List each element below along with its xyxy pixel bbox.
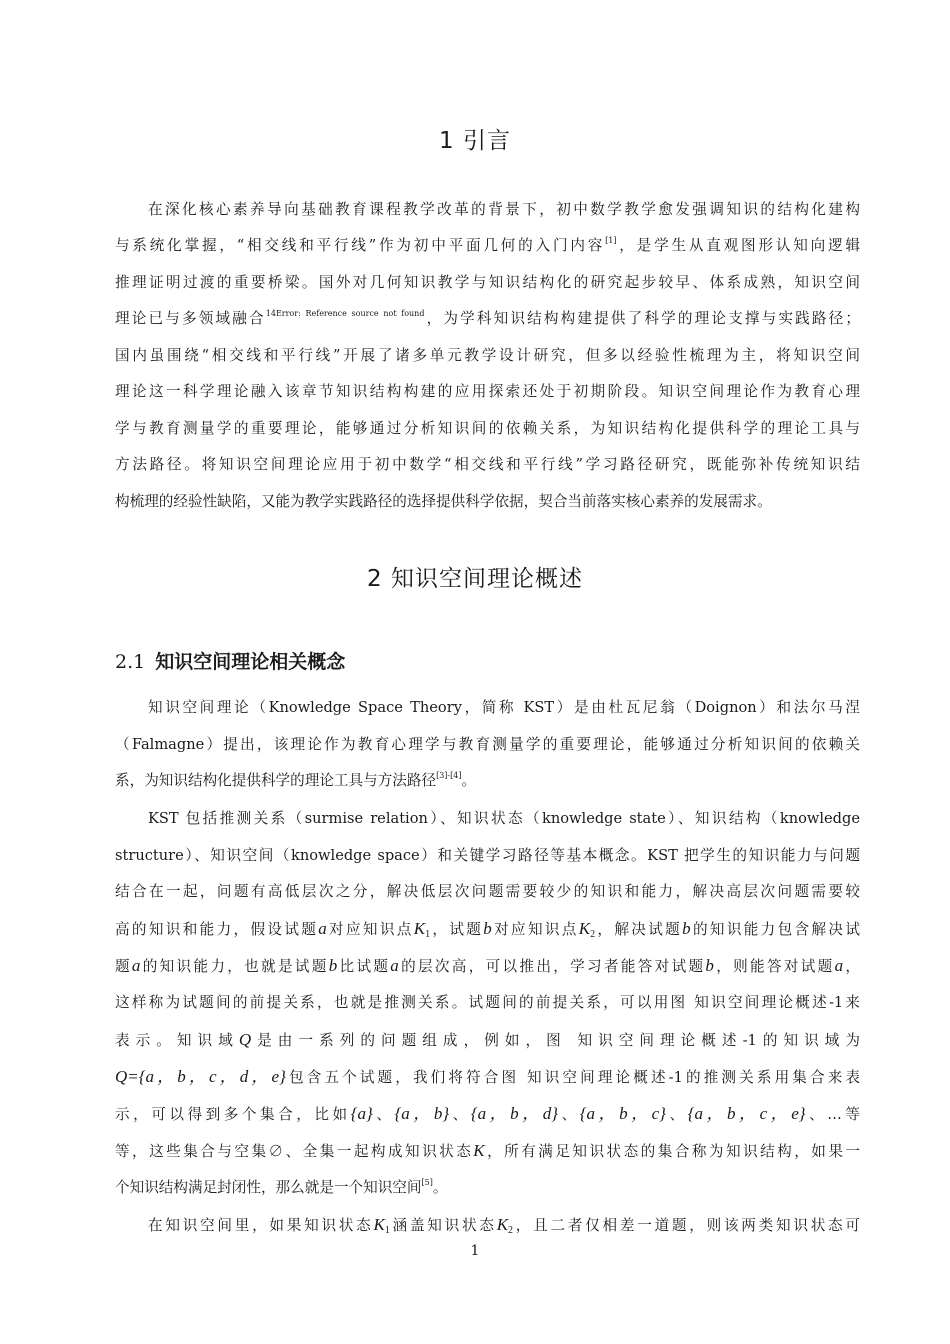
math-var: K1 (373, 1215, 390, 1236)
math-var: K2 (578, 919, 596, 940)
math-var: b (705, 956, 714, 975)
math-var: Q (238, 1030, 252, 1049)
math-var: a (318, 919, 327, 938)
math-set: {a，b，d} (470, 1104, 559, 1123)
math-var: K (473, 1141, 485, 1160)
text-line: 个知识结构满足封闭性，那么就是一个知识空间[5]。 (115, 1178, 448, 1196)
math-var: a (834, 956, 844, 975)
text-line: 与系统化掌握，“相交线和平行线”作为初中平面几何的入门内容[1]，是学生从直观图形认知向逻辑 (115, 236, 860, 254)
text-line: 题a的知识能力，也就是试题b比试题a的层次高，可以推出，学习者能答对试题b，则能答对试题a， (115, 956, 860, 975)
math-var: b (328, 956, 338, 975)
math-var: a (131, 956, 141, 975)
text-line: structure）、知识空间（knowledge space）和关键学习路径等基本概念。KST 把学生的知识能力与问题 (115, 847, 860, 864)
text-line: 系，为知识结构化提供科学的理论工具与方法路径[3]-[4]。 (115, 771, 477, 789)
math-var: K1 (413, 919, 431, 940)
text-line: Q={a，b，c，d，e}包含五个试题，我们将符合图 知识空间理论概述-1的推测关系用集合来表 (115, 1067, 861, 1086)
text-line: （Falmagne）提出，该理论作为教育心理学与教育测量学的重要理论，能够通过分析知识间的依赖关 (115, 736, 860, 753)
text-line: 示，可以得到多个集合，比如{a}、{a，b}、{a，b，d}、{a，b，c}、{a，b，c，e}、…等 (115, 1104, 860, 1123)
math-set: {a，b，c，e} (687, 1104, 806, 1123)
citation: [5] (421, 1178, 433, 1187)
text-line: 等，这些集合与空集∅、全集一起构成知识状态K，所有满足知识状态的集合称为知识结构，如果一 (115, 1141, 860, 1160)
math-var: a (390, 956, 399, 975)
math-set: Q={a，b，c，d，e} (115, 1067, 286, 1086)
text-line: 在知识空间里，如果知识状态K1涵盖知识状态K2，且二者仅相差一道题，则该两类知识状态可 (148, 1215, 860, 1236)
math-var: b (682, 919, 691, 938)
text-line: 推理证明过渡的重要桥梁。国外对几何知识教学与知识结构化的研究起步较早、体系成熟，知识空间 (115, 274, 860, 291)
math-var: K2 (496, 1215, 514, 1236)
text-line: 理论已与多领域融合$^{14Error: Reference source not found}$，为学科知识结构构建提供了科学的理论支撑与实践路径； (115, 309, 860, 327)
text-line: 表示。知识域Q是由一系列的问题组成，例如，图 知识空间理论概述-1的知识域为 (115, 1030, 860, 1049)
text-line: KST 包括推测关系（surmise relation）、知识状态（knowledge state）、知识结构（knowledge (148, 810, 860, 827)
math-var: b (483, 919, 492, 938)
citation: [1] (605, 236, 617, 245)
text-line: 知识空间理论（Knowledge Space Theory，简称 KST）是由杜瓦尼翁（Doignon）和法尔马涅 (148, 699, 860, 716)
text-line: 这样称为试题间的前提关系，也就是推测关系。试题间的前提关系，可以用图 知识空间理论概述-1来 (115, 994, 860, 1011)
page-number: 1 (470, 1243, 480, 1259)
text-line: 理论这一科学理论融入该章节知识结构构建的应用探索还处于初期阶段。知识空间理论作为教育心理 (115, 383, 860, 400)
text-line: 结合在一起，问题有高低层次之分，解决低层次问题需要较少的知识和能力，解决高层次问题需要较 (115, 883, 860, 900)
text-line: 学与教育测量学的重要理论，能够通过分析知识间的依赖关系，为知识结构化提供科学的理论工具与 (115, 420, 860, 437)
citation-error: 14Error: Reference source not found (265, 309, 425, 318)
text-line: 在深化核心素养导向基础教育课程教学改革的背景下，初中数学教学愈发强调知识的结构化建构 (148, 201, 860, 218)
section-1-heading: 1 引言 (439, 128, 511, 154)
text-line: 构梳理的经验性缺陷，又能为教学实践路径的选择提供科学依据，契合当前落实核心素养的发展需求。 (115, 493, 772, 510)
text-line: 国内虽围绕“相交线和平行线”开展了诸多单元教学设计研究，但多以经验性梳理为主，将知识空间 (115, 347, 860, 364)
text-line: 方法路径。将知识空间理论应用于初中数学“相交线和平行线”学习路径研究，既能弥补传统知识结 (115, 456, 860, 473)
subsection-2-1-heading: 2.1 知识空间理论相关概念 (115, 651, 346, 673)
text-line: 高的知识和能力，假设试题a对应知识点K1，试题b对应知识点K2，解决试题b的知识能力包含解决试 (115, 919, 860, 940)
math-set: {a，b} (394, 1104, 450, 1123)
math-set: {a} (350, 1104, 373, 1123)
math-set: {a，b，c} (579, 1104, 666, 1123)
citation: [3]-[4] (436, 771, 462, 780)
section-2-heading: 2 知识空间理论概述 (367, 566, 583, 592)
